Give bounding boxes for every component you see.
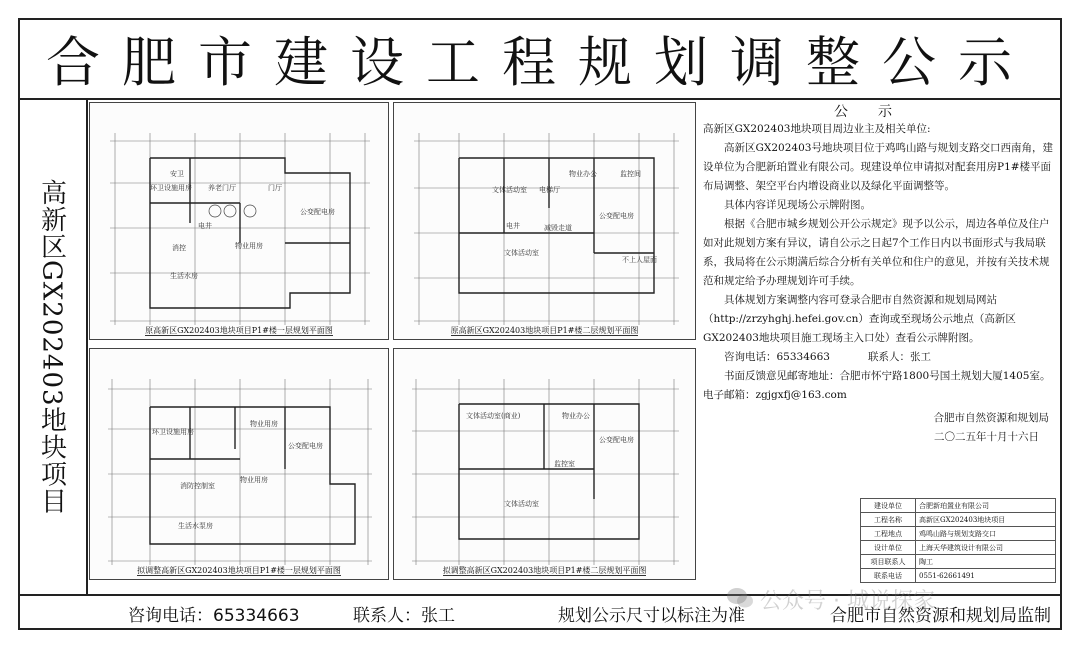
room-label: 安卫 xyxy=(170,170,184,178)
room-label: 养老门厅 xyxy=(208,184,236,192)
plan-caption: 原高新区GX202403地块项目P1#楼一层规划平面图 xyxy=(145,326,333,335)
notice-paragraph: 高新区GX202403号地块项目位于鸡鸣山路与规划支路交口西南角，建设单位为合肥新珀置业有限公司。现建设单位申请拟对配套用房P1#楼平面布局调整、架空平台内增设商业以及绿化平面调整等。 xyxy=(703,142,1053,192)
notice-mail-address: 书面反馈意见邮寄地址：合肥市怀宁路1800号国土规划大厦1405室。 xyxy=(724,370,1051,382)
info-value: 高新区GX202403地块项目 xyxy=(916,513,1056,527)
floor-plan-drawing xyxy=(394,103,696,340)
room-label: 公变配电房 xyxy=(300,208,335,216)
info-table-row xyxy=(861,499,1056,513)
notice-paragraph: 具体规划方案调整内容可登录合肥市自然资源和规划局网站（http://zrzyhghj.hefei.gov.cn）查询或至现场公示地点（高新区GX202403地块项目施工现场主入口处）查看公示牌附图。 xyxy=(703,294,1016,344)
info-table-row xyxy=(861,513,1056,527)
plan-caption: 原高新区GX202403地块项目P1#楼二层规划平面图 xyxy=(450,326,639,335)
info-value: 鸡鸣山路与规划支路交口 xyxy=(916,527,1056,541)
room-label: 公变配电房 xyxy=(288,442,323,450)
info-table-row xyxy=(861,541,1056,555)
room-label: 消防控制室 xyxy=(180,482,215,490)
footer-scale-note: 规划公示尺寸以标注为准 xyxy=(558,606,745,626)
wechat-icon xyxy=(726,586,754,610)
plan-original-floor2 xyxy=(393,102,696,340)
room-label: 电井 xyxy=(198,222,212,230)
room-label: 环卫设施用房 xyxy=(150,184,192,192)
info-value: 合肥新珀置业有限公司 xyxy=(916,499,1056,513)
room-label: 文体活动室 xyxy=(504,249,539,257)
room-label: 文体活动室 xyxy=(492,186,527,194)
room-label: 公变配电房 xyxy=(599,436,634,444)
room-label: 电梯厅 xyxy=(539,186,560,194)
room-label: 门厅 xyxy=(268,184,282,192)
side-label-column xyxy=(18,100,88,594)
footer-contact: 联系人：张工 xyxy=(353,606,455,626)
notice-heading: 公示 xyxy=(834,104,922,120)
info-value: 上海天华建筑设计有限公司 xyxy=(916,541,1056,555)
floor-plan-drawing xyxy=(394,349,696,580)
plan-caption: 拟调整高新区GX202403地块项目P1#楼一层规划平面图 xyxy=(137,566,341,575)
notice-addressee: 高新区GX202403地块项目周边业主及相关单位: xyxy=(703,123,931,135)
notice-contact xyxy=(703,348,1053,367)
info-value: 0551-62661491 xyxy=(916,569,1056,583)
plan-proposed-floor1 xyxy=(89,348,389,580)
room-label: 生活水泵房 xyxy=(178,522,213,530)
page-title: 合肥市建设工程规划调整公示 xyxy=(46,30,1034,94)
floor-plan-drawing xyxy=(90,349,389,580)
info-key: 工程名称 xyxy=(861,513,916,527)
room-label: 不上人屋面 xyxy=(622,256,657,264)
project-name-vertical: 高新区GX202403地块项目 xyxy=(36,179,67,515)
room-label: 监控室 xyxy=(554,460,575,468)
notice-paragraph: 根据《合肥市城乡规划公开公示规定》现予以公示，周边各单位及住户如对此规划方案有异议，请自公示之日起7个工作日内以书面形式与我局联系，我局将在公示期满后综合分析有关单位和住户的意见，并按有关技术规范和规定给予办理规划许可手续。 xyxy=(703,218,1050,287)
notice-contact-person: 联系人：张工 xyxy=(867,351,931,363)
room-label: 减毁走道 xyxy=(544,224,572,232)
info-value: 陶工 xyxy=(916,555,1056,569)
notice-date: 二〇二五年十月十六日 xyxy=(934,431,1039,443)
notice-email: 电子邮箱：zgjgxfj@163.com xyxy=(703,389,847,401)
info-key: 工程地点 xyxy=(861,527,916,541)
room-label: 物业办公 xyxy=(569,170,597,178)
room-label: 电井 xyxy=(506,222,520,230)
plan-original-floor1 xyxy=(89,102,389,340)
room-label: 生活水房 xyxy=(170,272,198,280)
room-label: 物业办公 xyxy=(562,412,590,420)
room-label: 监控间 xyxy=(620,170,641,178)
room-label: 环卫设施用房 xyxy=(152,428,194,436)
info-key: 联系电话 xyxy=(861,569,916,583)
notice-phone: 咨询电话：65334663 xyxy=(724,351,830,363)
info-key: 建设单位 xyxy=(861,499,916,513)
project-info-table xyxy=(860,498,1056,583)
footer-phone: 咨询电话：65334663 xyxy=(128,606,300,626)
room-label: 消控 xyxy=(172,244,186,252)
info-key: 设计单位 xyxy=(861,541,916,555)
floor-plan-drawing xyxy=(90,103,389,340)
notice-text xyxy=(703,104,1053,447)
info-table-row xyxy=(861,527,1056,541)
notice-paragraph: 具体内容详见现场公示牌附图。 xyxy=(724,199,871,211)
plan-proposed-floor2 xyxy=(393,348,696,580)
room-label: 文体活动室 xyxy=(504,500,539,508)
watermark: 公众号 · 城说探家 xyxy=(760,589,935,614)
footer-supervisor: 合肥市自然资源和规划局监制 xyxy=(830,606,1051,626)
room-label: 公变配电房 xyxy=(599,212,634,220)
plan-caption: 拟调整高新区GX202403地块项目P1#楼二层规划平面图 xyxy=(442,566,647,575)
room-label: 物业用房 xyxy=(240,476,268,484)
notice-signer: 合肥市自然资源和规划局 xyxy=(933,412,1049,424)
info-key: 项目联系人 xyxy=(861,555,916,569)
title-bar xyxy=(18,18,1062,100)
info-table-row xyxy=(861,569,1056,583)
room-label: 文体活动室(商业) xyxy=(466,412,521,420)
room-label: 物业用房 xyxy=(235,242,263,250)
room-label: 物业用房 xyxy=(250,420,278,428)
info-table-row xyxy=(861,555,1056,569)
